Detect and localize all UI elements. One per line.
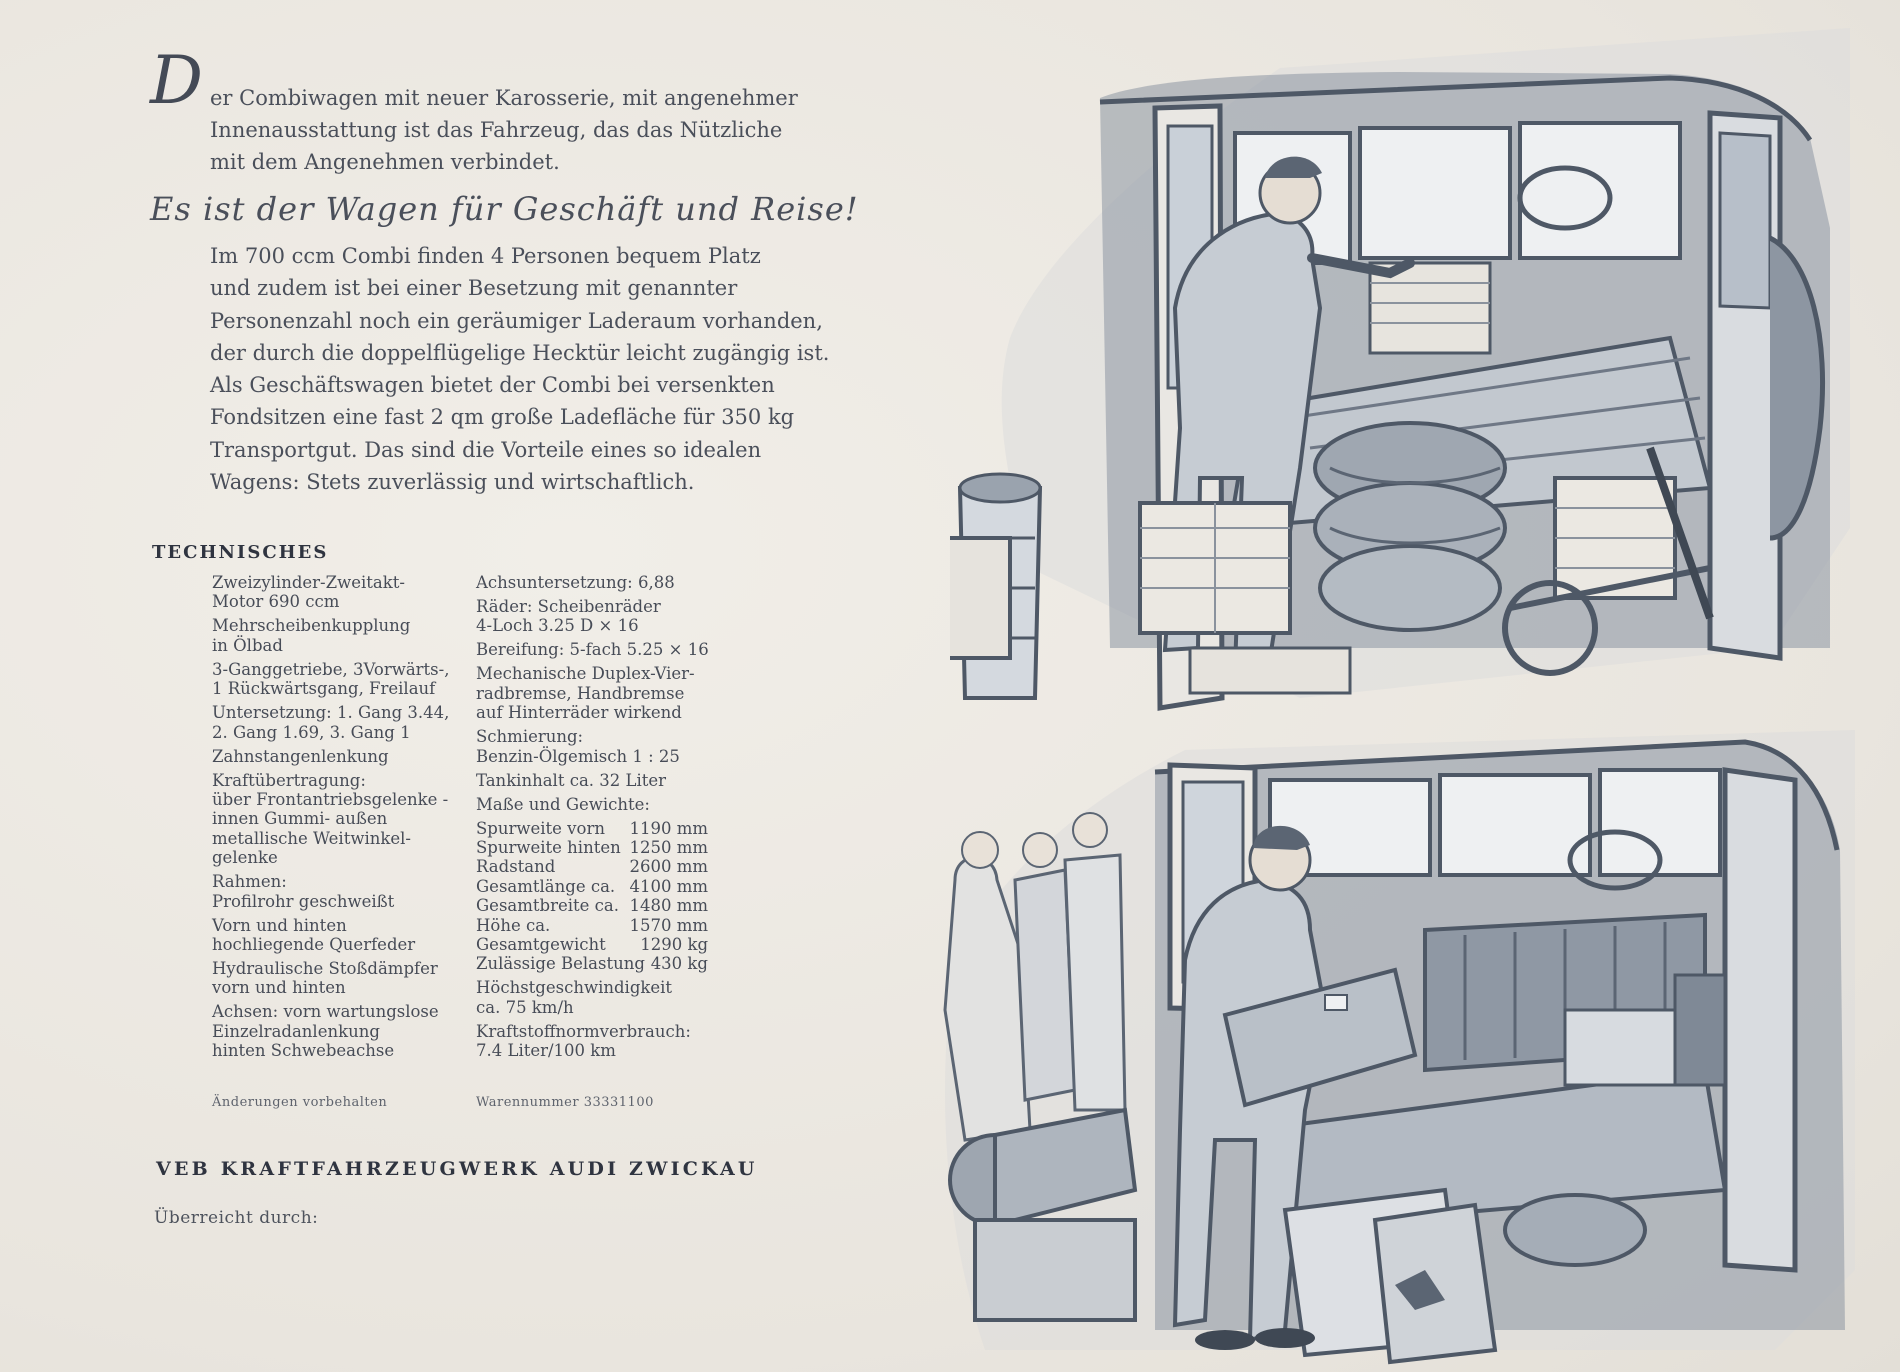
intro-line: Innenausstattung ist das Fahrzeug, das das Nützliche xyxy=(210,118,783,142)
body-line: der durch die doppelflügelige Hecktür leicht zugängig ist. xyxy=(210,340,830,365)
measurement-label: Spurweite vorn xyxy=(476,818,605,838)
spec-line: Kraftübertragung: xyxy=(212,770,366,790)
spec-line: gelenke xyxy=(212,848,278,868)
intro-line: mit dem Angenehmen verbindet. xyxy=(210,150,560,174)
body-line: und zudem ist bei einer Besetzung mit genannter xyxy=(210,276,738,301)
spec-line: hochliegende Querfeder xyxy=(212,935,416,955)
measurement-row xyxy=(476,896,708,915)
spec-line: 7.4 Liter/100 km xyxy=(476,1041,616,1061)
spec-item xyxy=(476,978,736,1017)
measurement-row xyxy=(476,857,708,876)
spec-item xyxy=(476,664,736,722)
company-name: VEB KRAFTFAHRZEUGWERK AUDI ZWICKAU xyxy=(156,1158,758,1180)
spec-line: hinten Schwebeachse xyxy=(212,1041,395,1061)
measurement-row xyxy=(476,935,708,954)
spec-item xyxy=(212,616,472,655)
spec-item xyxy=(212,959,472,998)
spec-line: 2. Gang 1.69, 3. Gang 1 xyxy=(212,722,411,742)
spec-line: ca. 75 km/h xyxy=(476,997,574,1017)
body-line: Wagens: Stets zuverlässig und wirtschaftlich. xyxy=(210,470,695,495)
spec-line: in Ölbad xyxy=(212,635,283,655)
measurement-label: Zulässige Belastung xyxy=(476,954,645,974)
intro-line: er Combiwagen mit neuer Karosserie, mit angenehmer xyxy=(210,86,798,110)
measurement-row xyxy=(476,954,708,973)
slogan: Es ist der Wagen für Geschäft und Reise! xyxy=(150,190,859,228)
spec-item xyxy=(476,597,736,636)
spec-line: über Frontantriebsgelenke - xyxy=(212,790,449,810)
footnote-article-number: Warennummer 33331100 xyxy=(476,1095,654,1110)
body-line: Fondsitzen eine fast 2 qm große Ladefläche für 350 kg xyxy=(210,405,795,430)
spec-line: Benzin-Ölgemisch 1 : 25 xyxy=(476,746,680,766)
spec-line: Motor 690 ccm xyxy=(212,592,340,612)
measurement-value: 430 kg xyxy=(650,954,708,974)
spec-line: Einzelradanlenkung xyxy=(212,1021,380,1041)
spec-line: Bereifung: 5-fach 5.25 × 16 xyxy=(476,640,709,660)
spec-line: Profilrohr geschweißt xyxy=(212,891,395,911)
measurement-row xyxy=(476,819,708,838)
spec-line: Zweizylinder-Zweitakt- xyxy=(212,573,405,592)
spec-item xyxy=(212,771,472,868)
body-paragraph xyxy=(210,240,850,498)
spec-item xyxy=(476,795,736,814)
footnote-changes-reserved: Änderungen vorbehalten xyxy=(212,1095,388,1110)
measurement-label: Höhe ca. xyxy=(476,915,551,935)
spec-line: Untersetzung: 1. Gang 3.44, xyxy=(212,703,450,723)
intro-text xyxy=(210,82,910,178)
spec-item xyxy=(212,747,472,766)
measurement-label: Gesamtbreite ca. xyxy=(476,896,619,916)
spec-line: Zahnstangenlenkung xyxy=(212,746,389,766)
spec-line: Achsuntersetzung: 6,88 xyxy=(476,573,675,592)
spec-line: Rahmen: xyxy=(212,872,287,892)
spec-item xyxy=(212,573,472,612)
measurement-row xyxy=(476,838,708,857)
spec-line: auf Hinterräder wirkend xyxy=(476,703,682,723)
measurement-value: 1190 mm xyxy=(629,818,708,838)
spec-item xyxy=(476,640,736,659)
spec-line: Achsen: vorn wartungslose xyxy=(212,1002,439,1022)
measurement-value: 1570 mm xyxy=(629,915,708,935)
measurement-value: 2600 mm xyxy=(629,857,708,877)
measurement-value: 1480 mm xyxy=(629,896,708,916)
specs-right-column xyxy=(476,573,736,1065)
spec-line: Vorn und hinten xyxy=(212,915,347,935)
spec-line: Schmierung: xyxy=(476,727,584,747)
measurement-value: 4100 mm xyxy=(629,876,708,896)
drop-cap: D xyxy=(150,42,203,119)
spec-line: 4-Loch 3.25 D × 16 xyxy=(476,616,639,636)
handed-over-by: Überreicht durch: xyxy=(154,1208,319,1228)
measurement-value: 1290 kg xyxy=(640,935,708,955)
spec-line: Mehrscheibenkupplung xyxy=(212,616,411,636)
spec-line: 1 Rückwärtsgang, Freilauf xyxy=(212,679,436,699)
spec-line: Räder: Scheibenräder xyxy=(476,597,661,616)
measurement-label: Gesamtlänge ca. xyxy=(476,876,616,896)
spec-item xyxy=(212,703,472,742)
spec-item xyxy=(476,573,736,592)
spec-item xyxy=(212,1002,472,1060)
spec-line: 3-Ganggetriebe, 3Vorwärts-, xyxy=(212,659,450,679)
body-line: Transportgut. Das sind die Vorteile eines so idealen xyxy=(210,437,762,462)
spec-line: Hydraulische Stoßdämpfer xyxy=(212,959,438,979)
specs-left-column xyxy=(212,573,472,1065)
spec-line: innen Gummi- außen xyxy=(212,809,388,829)
spec-line: radbremse, Handbremse xyxy=(476,683,685,703)
spec-item xyxy=(212,916,472,955)
technical-heading: TECHNISCHES xyxy=(152,542,329,563)
measurement-value: 1250 mm xyxy=(629,838,708,858)
spec-item xyxy=(476,727,736,766)
spec-line: Kraftstoffnormverbrauch: xyxy=(476,1021,691,1041)
spec-line: Maße und Gewichte: xyxy=(476,794,650,814)
measurements-table xyxy=(476,819,736,974)
measurement-row xyxy=(476,916,708,935)
illustration-luggage-loading xyxy=(925,710,1870,1365)
measurement-label: Gesamtgewicht xyxy=(476,935,606,955)
spec-item xyxy=(212,872,472,911)
body-line: Als Geschäftswagen bietet der Combi bei versenkten xyxy=(210,373,775,398)
spec-line: Höchstgeschwindigkeit xyxy=(476,978,673,998)
measurement-label: Spurweite hinten xyxy=(476,838,621,858)
measurement-label: Radstand xyxy=(476,857,556,877)
body-line: Personenzahl noch ein geräumiger Laderaum vorhanden, xyxy=(210,308,823,333)
spec-line: metallische Weitwinkel- xyxy=(212,828,411,848)
illustration-cargo-loading xyxy=(950,8,1870,720)
spec-line: Tankinhalt ca. 32 Liter xyxy=(476,770,667,790)
spec-line: Mechanische Duplex-Vier- xyxy=(476,664,695,684)
body-line: Im 700 ccm Combi finden 4 Personen bequem Platz xyxy=(210,244,761,268)
spec-item xyxy=(476,1022,736,1061)
spec-item xyxy=(476,771,736,790)
spec-line: vorn und hinten xyxy=(212,978,346,998)
spec-item xyxy=(212,660,472,699)
measurement-row xyxy=(476,877,708,896)
